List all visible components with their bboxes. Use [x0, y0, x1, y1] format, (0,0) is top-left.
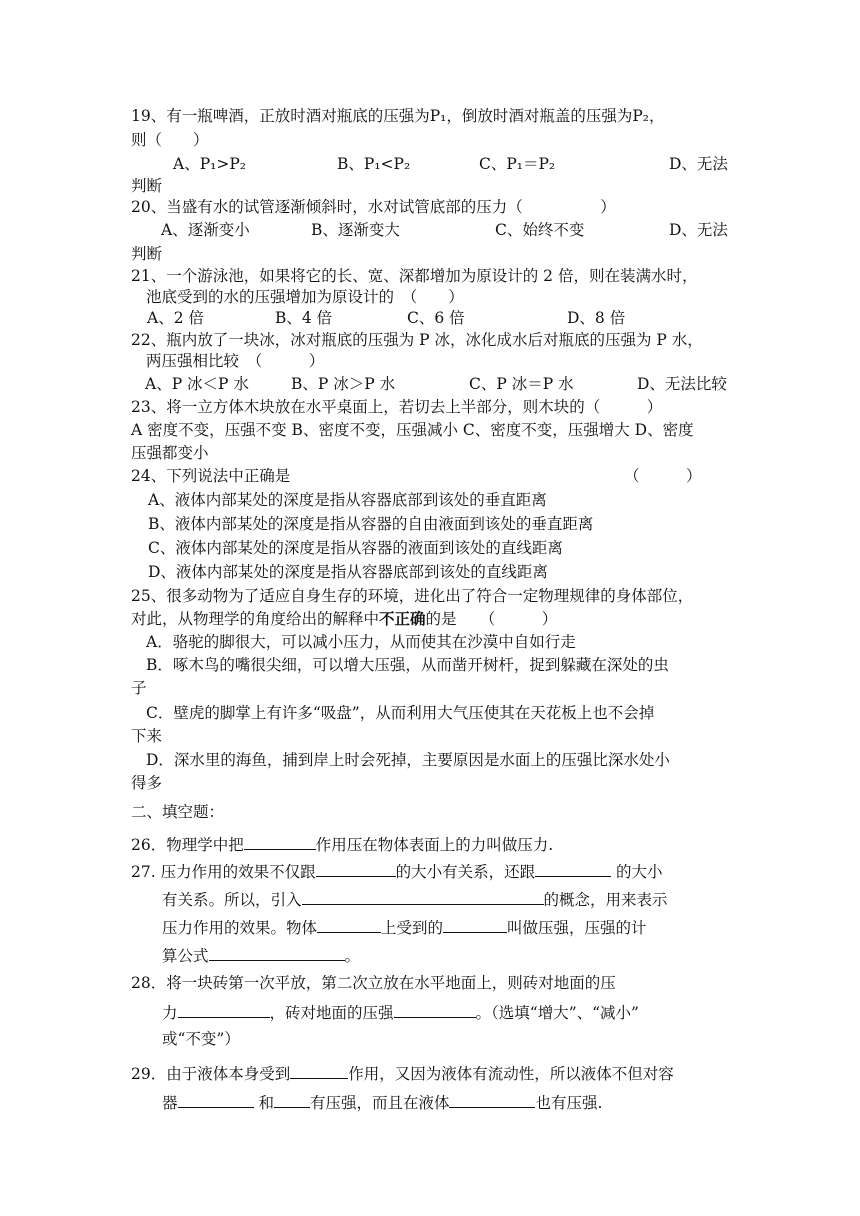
q28-blank-2[interactable]: [394, 999, 476, 1018]
q26-text-b: 作用压在物体表面上的力叫做压力.: [315, 836, 554, 854]
q28-line3: 或“不变”）: [162, 1030, 240, 1048]
q21-option-d: D、8 倍: [567, 309, 626, 327]
q19-line4: 判断: [131, 177, 163, 195]
q27-line2: [162, 886, 668, 912]
q19-option-c: C、P₁＝P₂: [479, 155, 556, 173]
q27-blank-4[interactable]: [317, 914, 381, 933]
q25-line2-a: 对此，从物理学的角度给出的解释中: [131, 610, 380, 628]
q28-blank-1[interactable]: [178, 999, 270, 1018]
q20-option-a: A、逐渐变小: [161, 221, 250, 239]
q28-text-c: ，砖对地面的压强: [269, 1004, 394, 1022]
q27-blank-1[interactable]: [316, 858, 396, 877]
q22-option-a: A、P 冰＜P 水: [145, 375, 249, 393]
q19-options: [131, 152, 731, 176]
q29-text-e: 有压强，而且在液体: [309, 1094, 450, 1112]
q29-text-f: 也有压强.: [535, 1094, 603, 1112]
section-fill-in-heading: 二、填空题：: [131, 803, 225, 821]
q27-text-h: 叫做压强，压强的计: [507, 919, 647, 937]
q28-line1: 28．将一块砖第一次平放，第二次立放在水平地面上，则砖对地面的压: [131, 974, 616, 992]
q21-option-c: C、6 倍: [407, 309, 465, 327]
q20-line1: 20、当盛有水的试管逐渐倾斜时，水对试管底部的压力（ ）: [131, 198, 616, 216]
q25-option-c: C．壁虎的脚掌上有许多“吸盘”，从而利用大气压使其在天花板上也不会掉: [146, 704, 655, 722]
q27-line1: [131, 858, 663, 884]
q24-line1: 24、下列说法中正确是: [131, 467, 291, 485]
q19-option-a: A、P₁>P₂: [173, 155, 246, 173]
q19-option-b: B、P₁<P₂: [337, 155, 411, 173]
q21-option-b: B、4 倍: [275, 309, 333, 327]
q28-text-d: 。（选填“增大”、“减小”: [475, 1004, 639, 1022]
q22-line2: 两压强相比较 （ ）: [146, 352, 325, 370]
q27-line4: [162, 942, 360, 968]
q19-line2: 则（ ）: [131, 131, 209, 149]
q25-option-b-cont: 子: [131, 679, 147, 697]
q25-option-d-cont: 得多: [131, 774, 163, 792]
q25-option-a: A．骆驼的脚很大，可以减小压力，从而使其在沙漠中自如行走: [146, 633, 576, 651]
q29-blank-4[interactable]: [449, 1089, 535, 1108]
q29-blank-1[interactable]: [290, 1060, 348, 1079]
q27-blank-2[interactable]: [535, 858, 611, 877]
q25-not-correct: 不正确: [379, 609, 426, 628]
q26-blank[interactable]: [244, 831, 316, 850]
q28-line2: [162, 999, 639, 1025]
q20-option-c: C、始终不变: [495, 221, 585, 239]
q27-text-c: 的大小: [611, 863, 663, 881]
q27-text-d: 有关系。所以，引入: [162, 891, 302, 909]
q27-line3: [162, 914, 647, 940]
q27-blank-6[interactable]: [209, 942, 345, 961]
q22-option-c: C、P 冰＝P 水: [469, 375, 574, 393]
q29-blank-3[interactable]: [274, 1089, 310, 1108]
q25-option-c-cont: 下来: [131, 727, 163, 745]
q26-text-a: 26．物理学中把: [131, 836, 244, 854]
q29-text-d: 和: [253, 1094, 274, 1112]
q29-line2: [162, 1089, 602, 1115]
q21-option-a: A、2 倍: [147, 309, 204, 327]
q26: [131, 831, 553, 857]
q27-text-a: 27. 压力作用的效果不仅跟: [131, 863, 316, 881]
q29-line1: [131, 1060, 674, 1086]
q25-option-b: B．啄木鸟的嘴很尖细，可以增大压强，从而凿开树杆，捉到躲藏在深处的虫: [146, 656, 669, 674]
q23-line2: A 密度不变，压强不变 B、密度不变，压强减小 C、密度不变，压强增大 D、密度: [131, 421, 694, 439]
q27-blank-5[interactable]: [443, 914, 507, 933]
q22-option-b: B、P 冰＞P 水: [291, 375, 396, 393]
q22-option-d: D、无法比较: [637, 375, 727, 393]
q29-blank-2[interactable]: [178, 1089, 254, 1108]
q24-paren: （ ）: [624, 467, 702, 485]
q24-option-d: D、液体内部某处的深度是指从容器底部到该处的直线距离: [148, 563, 548, 581]
q24-option-b: B、液体内部某处的深度是指从容器的自由液面到该处的垂直距离: [148, 515, 594, 533]
q19-line1: 19、有一瓶啤酒，正放时酒对瓶底的压强为P₁，倒放时酒对瓶盖的压强为P₂，: [131, 107, 665, 125]
q25-option-d: D．深水里的海鱼，捕到岸上时会死掉，主要原因是水面上的压强比深水处小: [146, 751, 670, 769]
q27-text-j: 。: [344, 947, 361, 965]
q20-options: [131, 218, 731, 242]
q29-text-a: 29．由于液体本身受到: [131, 1065, 291, 1083]
q21-line2: 池底受到的水的压强增加为原设计的 （ ）: [146, 288, 464, 306]
q19-option-d: D、无法: [669, 155, 728, 173]
q24-option-a: A、液体内部某处的深度是指从容器底部到该处的垂直距离: [148, 491, 547, 509]
q24-option-c: C、液体内部某处的深度是指从容器的液面到该处的直线距离: [148, 539, 563, 557]
q27-text-g: 上受到的: [381, 919, 444, 937]
q27-text-i: 算公式: [162, 947, 209, 965]
q22-line1: 22、瓶内放了一块冰，冰对瓶底的压强为 P 冰，冰化成水后对瓶底的压强为 P 水，: [131, 331, 703, 349]
q27-text-f: 压力作用的效果。物体: [162, 919, 318, 937]
q20-option-d: D、无法: [669, 221, 728, 239]
q29-text-c: 器: [162, 1094, 178, 1112]
q27-text-b: 的大小有关系，还跟: [395, 863, 536, 881]
q20-option-b: B、逐渐变大: [311, 221, 400, 239]
q20-line3: 判断: [131, 245, 163, 263]
q27-blank-3[interactable]: [302, 886, 544, 905]
q25-line1: 25、很多动物为了适应自身生存的环境，进化出了符合一定物理规律的身体部位，: [131, 587, 694, 605]
q28-text-b: 力: [162, 1004, 178, 1022]
q27-text-e: 的概念，用来表示: [543, 891, 668, 909]
q21-options: [131, 306, 731, 330]
q23-line3: 压强都变小: [131, 444, 209, 462]
q22-options: [131, 372, 731, 396]
q25-line2-c: 的是 （ ）: [425, 610, 558, 628]
q25-line2: [131, 607, 557, 631]
q29-text-b: 作用，又因为液体有流动性，所以液体不但对容: [348, 1065, 674, 1083]
q23-line1: 23、将一立方体木块放在水平桌面上，若切去上半部分，则木块的（ ）: [131, 398, 663, 416]
q21-line1: 21、一个游泳池，如果将它的长、宽、深都增加为原设计的 2 倍，则在装满水时，: [131, 267, 698, 285]
